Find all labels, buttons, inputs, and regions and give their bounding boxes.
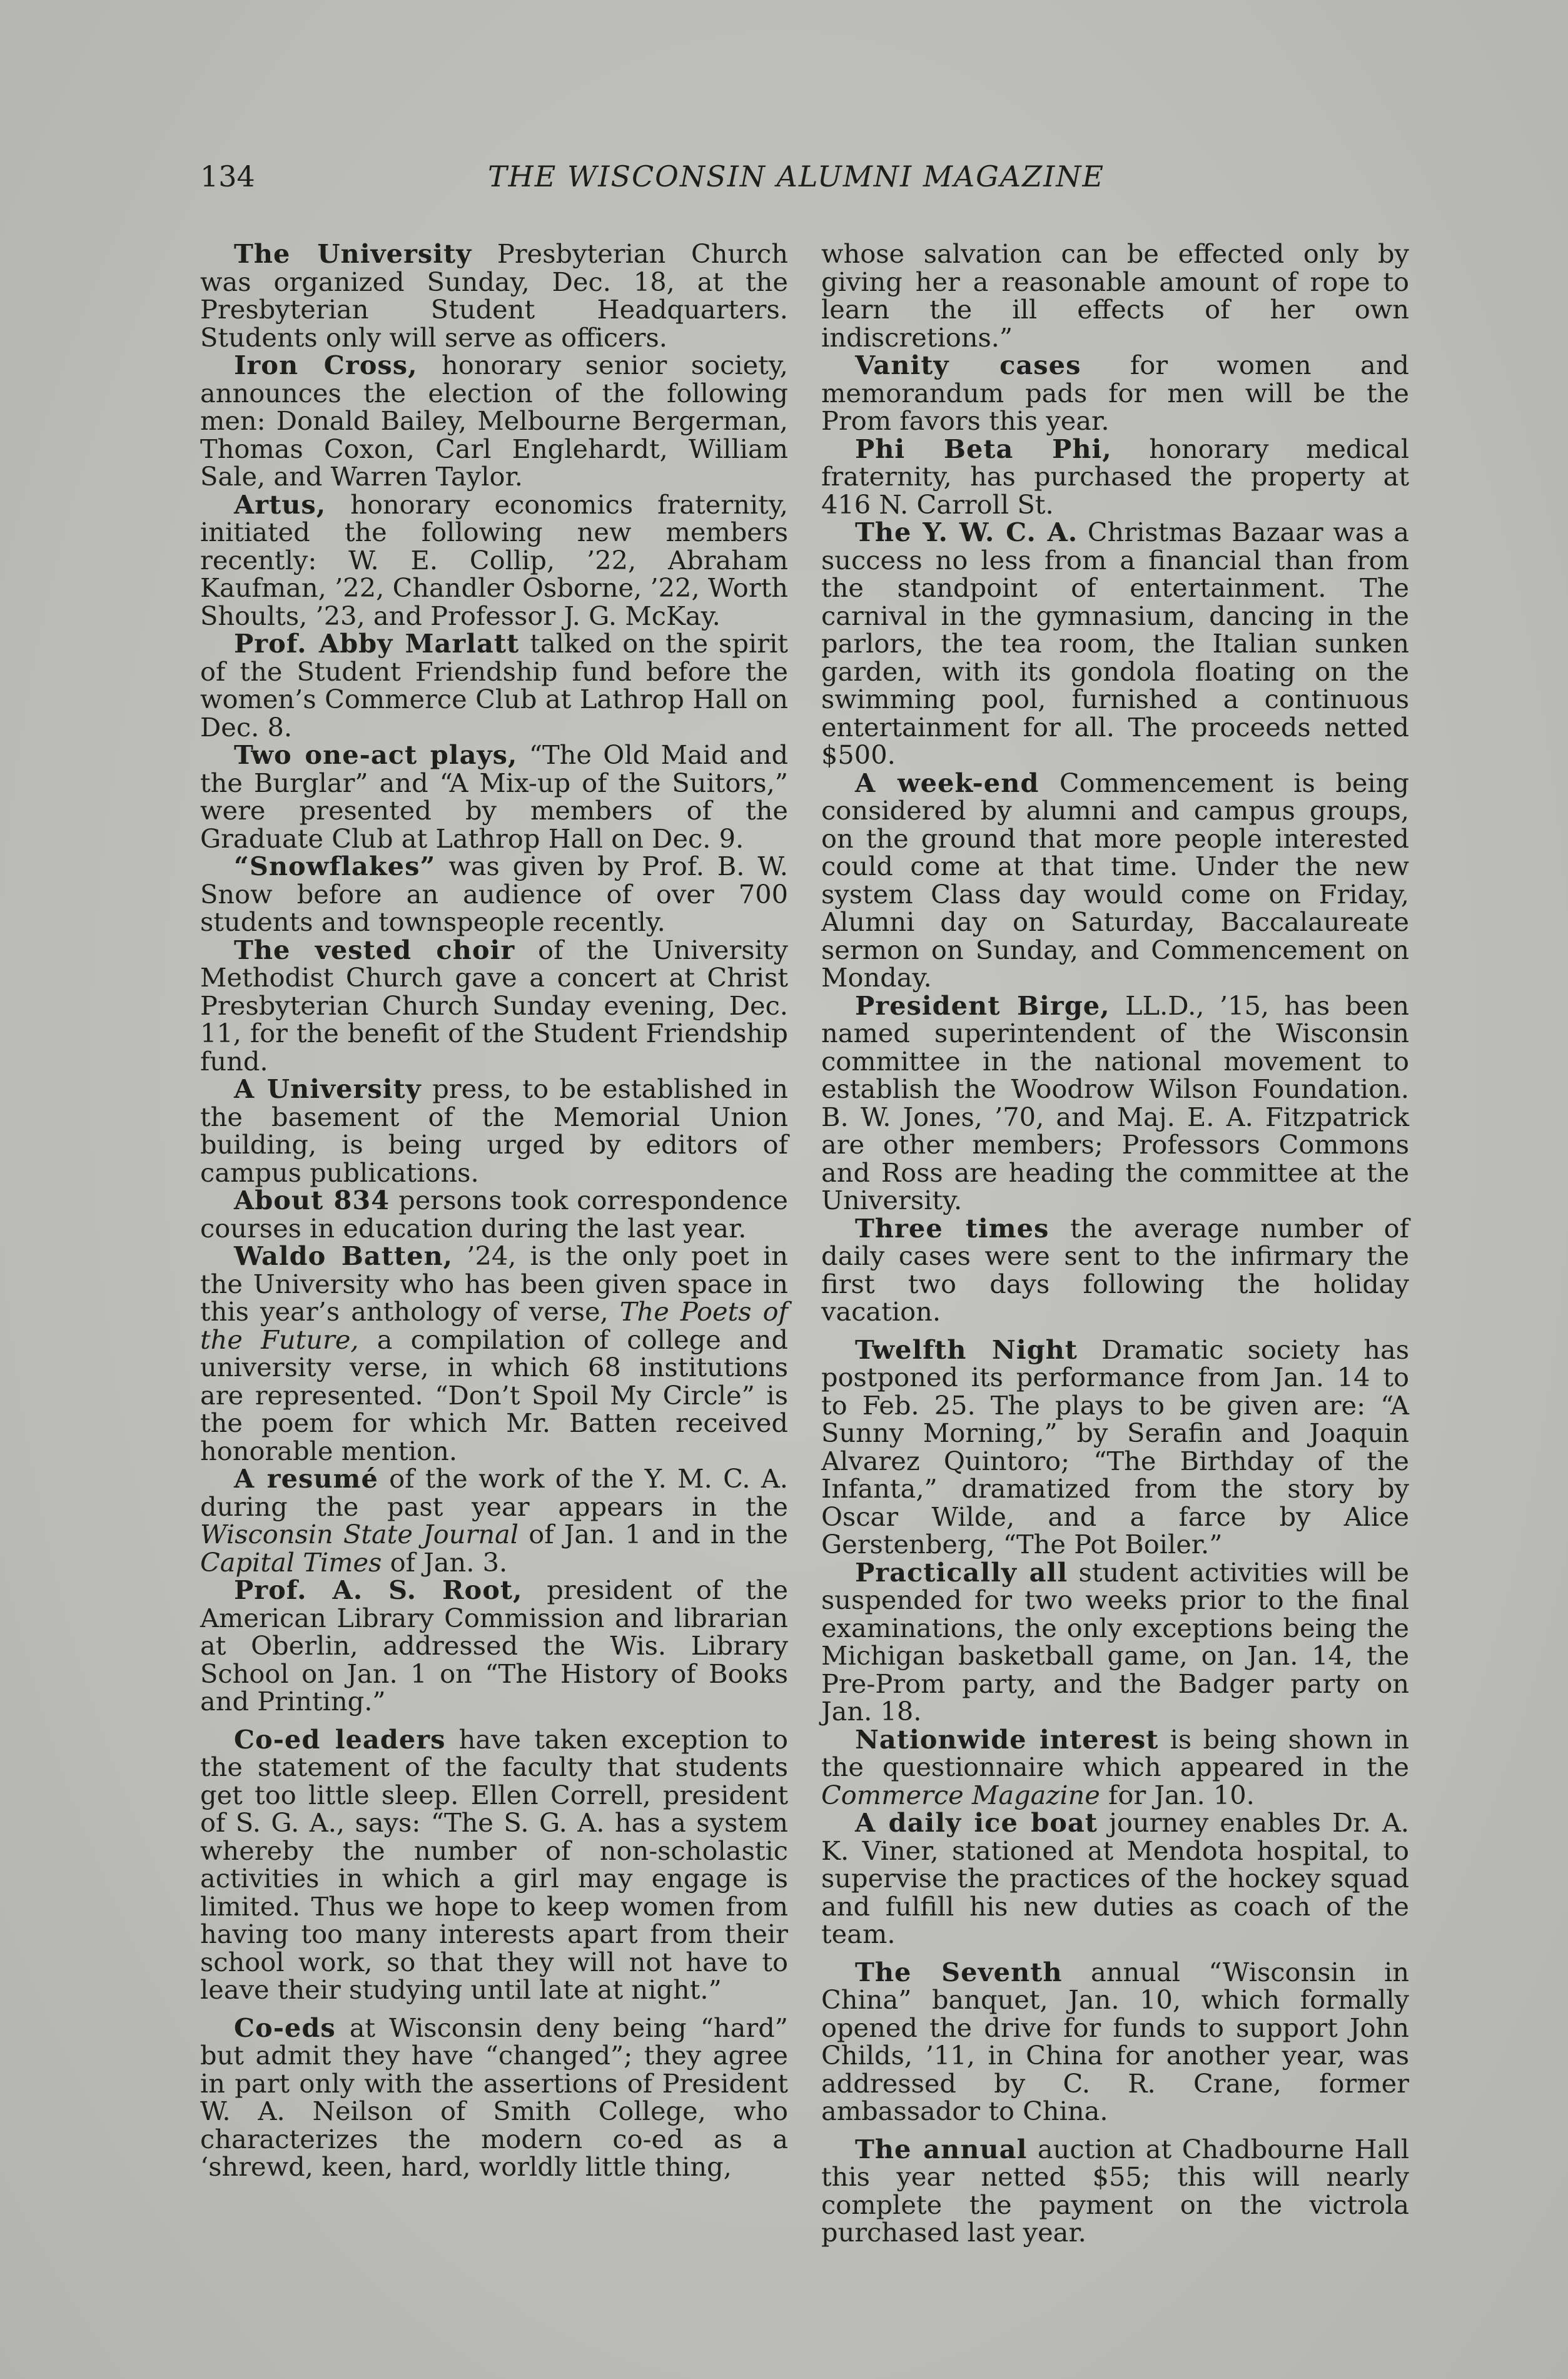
news-item-lead: The vested choir [234, 934, 515, 965]
news-item-lead: Waldo Batten, [234, 1240, 453, 1271]
news-item-lead: Twelfth Night [855, 1334, 1078, 1365]
news-item [821, 1212, 1409, 1327]
news-item-lead: The Y. W. C. A. [855, 517, 1078, 547]
news-item-lead: Two one-act plays, [234, 739, 518, 770]
news-item-text: Commencement is being considered by alumni and campus groups, on the ground that more people interested could come at that time. Under the new system Class day would come on Friday, Alumni day on Saturday, Baccalaureate sermon on Sunday, and Commencement on Monday. [821, 767, 1410, 993]
news-item [200, 1465, 788, 1576]
news-item-lead: President Birge, [855, 990, 1110, 1021]
news-item-lead: A University [234, 1073, 422, 1104]
news-item [821, 992, 1409, 1215]
news-item [821, 435, 1409, 519]
news-item [821, 1336, 1409, 1559]
news-item-lead: About 834 [234, 1185, 390, 1215]
news-item-text: auction at Chadbourne Hall this year netted $55; this will nearly complete the payment on the victrola purchased last year. [821, 2133, 1409, 2248]
news-item [200, 741, 788, 853]
news-item [821, 1556, 1409, 1727]
news-item-lead: A week-end [855, 767, 1039, 798]
news-item-text: student activities will be suspended for two weeks prior to the final examinations, the only exceptions being the Michigan basketball game, on Jan. 14, the Pre-Prom party, and the Badger party on Jan. 18. [821, 1556, 1409, 1727]
page-number: 134 [200, 160, 255, 193]
news-item-lead: Artus, [234, 489, 326, 520]
news-item-lead: Three times [855, 1212, 1050, 1244]
news-item-lead: Prof. A. S. Root, [234, 1575, 523, 1605]
news-item [200, 240, 788, 352]
news-item [200, 1723, 788, 2005]
news-item-text: is being shown in the questionnaire which appeared in the [821, 1723, 1409, 1782]
news-item-lead: Co-eds [234, 2012, 336, 2043]
news-item-text: president of the American Library Commission and librarian at Oberlin, addressed the Wis. Library School on Jan. 1 on “The History of Books and Printing.” [200, 1575, 789, 1717]
news-item-text: ’24, is the only poet in the University who has been given space in this year’s anthology of verse, [200, 1240, 789, 1327]
news-item-text: talked on the spirit of the Student Friendship fund before the women’s Commerce Club at Lathrop Hall on Dec. 8. [200, 628, 788, 743]
news-item-text: for women and memorandum pads for men will be the Prom favors this year. [821, 350, 1409, 436]
news-item-lead: The University [234, 238, 472, 269]
news-item-lead: Nationwide interest [855, 1723, 1159, 1755]
news-item-text: annual “Wisconsin in China” banquet, Jan. 10, which formally opened the drive for funds to support John Childs, ’11, in China for another year, was addressed by C. R. Crane, former ambassador to China. [821, 1956, 1409, 2126]
news-item-text: journey enables Dr. A. K. Viner, stationed at Mendota hospital, to supervise the practices of the hockey squad and fulfill his new duties as coach of the team. [821, 1807, 1410, 1949]
news-item-text: “The Old Maid and the Burglar” and “A Mix-up of the Suitors,” were presented by members of the Graduate Club at Lathrop Hall on Dec. 9. [200, 739, 789, 854]
news-item-lead: A resumé [234, 1463, 378, 1494]
news-item-text: whose salvation can be effected only by giving her a reasonable amount of rope to learn the ill effects of her own indiscretions.” [821, 238, 1409, 353]
news-item-text: the average number of daily cases were sent to the infirmary the first two days following the holiday vacation. [821, 1212, 1409, 1327]
news-item-text: a compilation of college and university verse, in which 68 institutions are represented. “Don’t Spoil My Circle” is the poem for which Mr. Batten received honorable mention. [200, 1324, 788, 1466]
news-item [200, 936, 788, 1076]
news-item-lead: The annual [855, 2133, 1028, 2164]
news-item [821, 2133, 1409, 2248]
news-item [200, 630, 788, 741]
news-item-text: honorary senior society, announces the election of the following men: Donald Bailey, Melbourne Bergerman, Thomas Coxon, Carl Englehardt, William Sale, and Warren Taylor. [200, 350, 788, 492]
news-item [200, 1187, 788, 1242]
news-item [200, 1242, 788, 1465]
news-item-text: was given by Prof. B. W. Snow before an audience of over 700 students and townspeople recently. [200, 851, 788, 937]
news-item-text: honorary medical fraternity, has purchased the property at 416 N. Carroll St. [821, 433, 1409, 520]
news-item-text: press, to be established in the basement of the Memorial Union building, is being urged by editors of campus publications. [200, 1073, 788, 1188]
news-item-text: Christmas Bazaar was a success no less from a financial than from the standpoint of entertainment. The carnival in the gymnasium, dancing in the parlors, the tea room, the Italian sunken garden, with its gondola floating on the swimming pool, furnished a continuous entertainment for all. The proceeds netted $500. [821, 517, 1409, 770]
news-item-text: at Wisconsin deny being “hard” but admit they have “changed”; they agree in part only with the assertions of President W. A. Neilson of Smith College, who characterizes the modern co-ed as a ‘shrewd, keen, hard, worldly little thing, [200, 2012, 788, 2182]
news-item-text: for Jan. 10. [1100, 1779, 1255, 1810]
news-item-lead: A daily ice boat [855, 1807, 1098, 1838]
news-item [200, 352, 788, 491]
news-item-text: honorary economics fraternity, initiated the following new members recently: W. E. Collip, ’22, Abraham Kaufman, ’22, Chandler Osborne, ’22, Worth Shoults, ’23, and Professor J. G. McKay. [200, 489, 788, 631]
italic-title: Commerce Magazine [821, 1779, 1100, 1810]
news-item [200, 1075, 788, 1187]
news-item-text: LL.D., ’15, has been named superintendent of the Wisconsin committee in the national movement to establish the Woodrow Wilson Foundation. B. W. Jones, ’70, and Maj. E. A. Fitzpatrick are other members; Professors Commons and Ross are heading the committee at the University. [821, 990, 1410, 1215]
news-item-text: Dramatic society has postponed its performance from Jan. 14 to to Feb. 25. The plays to be given are: “A Sunny Morning,” by Serafin and Joaquin Alvarez Quintoro; “The Birthday of the Infanta,” dramatized from the story by Oscar Wilde, and a farce by Alice Gerstenberg, “The Pot Boiler.” [821, 1334, 1409, 1560]
news-item-continuation [821, 240, 1409, 352]
news-item [200, 491, 788, 631]
news-item-text: of the University Methodist Church gave a concert at Christ Presbyterian Church Sunday evening, Dec. 11, for the benefit of the Student Friendship fund. [200, 934, 788, 1077]
news-item-lead: Phi Beta Phi, [855, 433, 1112, 464]
news-item-lead: Iron Cross, [234, 350, 418, 380]
news-item [200, 853, 788, 936]
right-column [821, 240, 1409, 2247]
news-item-lead: The Seventh [855, 1956, 1063, 1987]
news-item [821, 1723, 1409, 1810]
news-item [200, 1576, 788, 1716]
news-item-text: have taken exception to the statement of the faculty that students get too little sleep. Ellen Correll, president of S. G. A., says: “The S. G. A. has a system whereby the number of non-scholastic activities in which a girl may engage is limited. Thus we hope to keep women from having too many interests apart from their school work, so that they will not have to leave their studying until late at night.” [200, 1723, 788, 2005]
magazine-title: THE WISCONSIN ALUMNI MAGAZINE [488, 160, 1105, 193]
news-item-text: Presbyterian Church was organized Sunday, Dec. 18, at the Presbyterian Student Headquarters. Students only will serve as officers. [200, 238, 788, 353]
news-item-text: of Jan. 1 and in the [518, 1519, 788, 1550]
italic-title: Wisconsin State Journal [200, 1519, 519, 1550]
news-item [821, 769, 1409, 992]
news-item [821, 1956, 1409, 2126]
news-item-lead: Co-ed leaders [234, 1723, 446, 1755]
news-item [200, 2014, 788, 2181]
news-item [821, 1809, 1409, 1949]
left-column [200, 240, 788, 2181]
news-item-lead: Vanity cases [855, 350, 1081, 380]
news-item [821, 352, 1409, 435]
news-item-lead: Prof. Abby Marlatt [234, 628, 520, 659]
italic-title: Capital Times [200, 1546, 382, 1578]
news-item [821, 519, 1409, 769]
news-item-text: of Jan. 3. [382, 1546, 508, 1578]
news-item-text: persons took correspondence courses in education during the last year. [200, 1185, 788, 1244]
news-item-lead: Practically all [855, 1556, 1068, 1588]
italic-title: The Poets of the Future, [200, 1296, 788, 1355]
news-item-lead: “Snowflakes” [234, 851, 436, 881]
page-header [200, 158, 1376, 195]
news-item-text: of the work of the Y. M. C. A. during the past year appears in the [200, 1463, 788, 1522]
